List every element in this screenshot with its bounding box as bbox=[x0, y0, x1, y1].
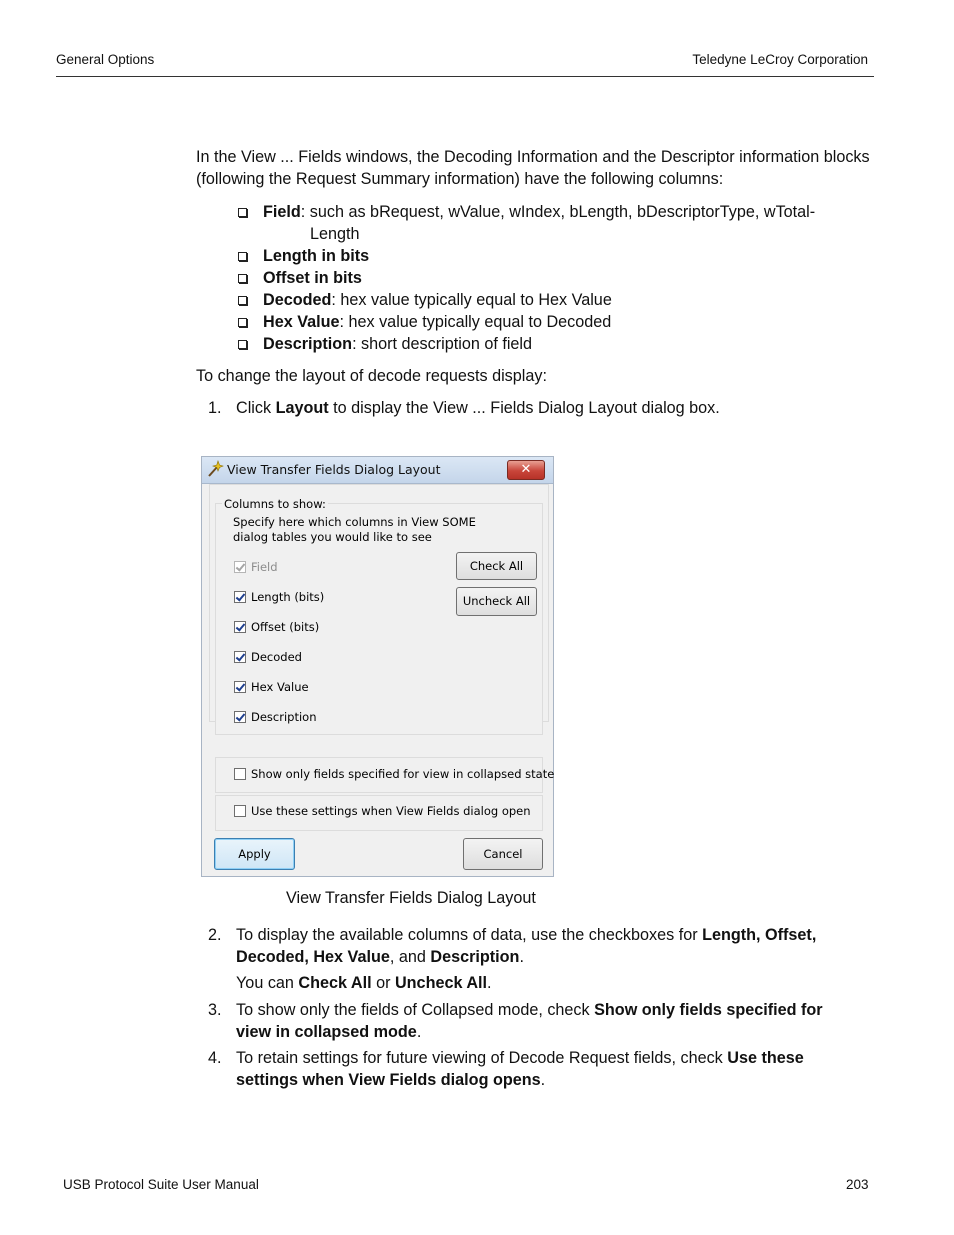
decoded-checkbox[interactable] bbox=[234, 651, 246, 663]
offset-checkbox-label: Offset (bits) bbox=[251, 620, 320, 634]
length-checkbox-label: Length (bits) bbox=[251, 590, 325, 604]
checkbox-bullet-icon bbox=[238, 296, 247, 305]
collapsed-state-label: Show only fields specified for view in collapsed state bbox=[251, 767, 555, 781]
hex-value-checkbox[interactable] bbox=[234, 681, 246, 693]
step-2-note bbox=[208, 972, 858, 994]
field-checkbox[interactable] bbox=[234, 561, 246, 573]
column-term: Hex Value bbox=[263, 313, 340, 331]
page-number: 203 bbox=[846, 1177, 869, 1192]
columns-group-label: Columns to show: bbox=[224, 497, 326, 511]
step-text: . bbox=[519, 948, 524, 966]
checkbox-bullet-icon bbox=[238, 208, 247, 217]
cancel-button[interactable]: Cancel bbox=[463, 838, 543, 870]
step-text: To retain settings for future viewing of Decode Request fields, check bbox=[236, 1049, 728, 1067]
running-header-section: General Options bbox=[56, 52, 155, 67]
field-checkbox-label: Field bbox=[251, 560, 278, 574]
step-emphasis: Check All bbox=[298, 974, 372, 992]
step-number: 2. bbox=[208, 926, 222, 944]
checkbox-bullet-icon bbox=[238, 340, 247, 349]
uncheck-all-button[interactable]: Uncheck All bbox=[456, 587, 537, 616]
list-item bbox=[236, 245, 815, 267]
header-rule bbox=[56, 76, 874, 77]
step-text: To show only the fields of Collapsed mode, check bbox=[236, 1001, 595, 1019]
column-desc: : hex value typically equal to Decoded bbox=[339, 313, 612, 331]
step-emphasis: Length, Offset, Decoded, Hex Value bbox=[236, 926, 817, 966]
step-emphasis: Description bbox=[430, 948, 520, 966]
step-text: You can bbox=[236, 974, 299, 992]
step-1 bbox=[208, 397, 858, 419]
change-layout-intro: To change the layout of decode requests display: bbox=[196, 367, 547, 385]
apply-button[interactable]: Apply bbox=[214, 838, 295, 870]
length-checkbox[interactable] bbox=[234, 591, 246, 603]
list-item bbox=[236, 289, 815, 311]
step-2 bbox=[208, 924, 858, 968]
column-desc-continued: Length bbox=[310, 225, 360, 243]
dialog-titlebar bbox=[202, 457, 553, 484]
use-settings-on-open-checkbox[interactable] bbox=[234, 805, 246, 817]
step-text: To display the available columns of data, use the checkboxes for bbox=[236, 926, 703, 944]
column-term: Field bbox=[263, 203, 301, 221]
layout-dialog bbox=[201, 456, 554, 877]
figure-caption: View Transfer Fields Dialog Layout bbox=[286, 889, 536, 907]
step-emphasis: Layout bbox=[275, 399, 329, 417]
list-item bbox=[236, 267, 815, 289]
step-text: . bbox=[540, 1071, 546, 1089]
checkbox-bullet-icon bbox=[238, 274, 247, 283]
step-number: 4. bbox=[208, 1049, 222, 1067]
description-checkbox-label: Description bbox=[251, 710, 317, 724]
check-all-button[interactable]: Check All bbox=[456, 552, 537, 580]
description-checkbox[interactable] bbox=[234, 711, 246, 723]
step-emphasis: Uncheck All bbox=[394, 974, 488, 992]
columns-description: Specify here which columns in View SOME dialog tables you would like to see bbox=[233, 515, 476, 544]
column-term: Offset in bits bbox=[263, 269, 362, 287]
step-number: 3. bbox=[208, 1001, 222, 1019]
list-item bbox=[236, 201, 815, 245]
step-text: or bbox=[371, 974, 395, 992]
step-emphasis: Use these settings when View Fields dialog opens bbox=[236, 1049, 804, 1089]
step-3 bbox=[208, 999, 858, 1043]
footer-manual-title: USB Protocol Suite User Manual bbox=[63, 1177, 259, 1192]
list-item bbox=[236, 333, 815, 355]
wand-icon bbox=[206, 460, 224, 478]
offset-checkbox[interactable] bbox=[234, 621, 246, 633]
column-term: Length in bits bbox=[263, 247, 370, 265]
columns-list bbox=[236, 201, 815, 355]
list-item bbox=[236, 311, 815, 333]
step-4 bbox=[208, 1047, 858, 1091]
checkbox-bullet-icon bbox=[238, 318, 247, 327]
step-text: . bbox=[487, 974, 492, 992]
column-term: Decoded bbox=[263, 291, 332, 309]
running-header-company: Teledyne LeCroy Corporation bbox=[692, 52, 868, 67]
dialog-title: View Transfer Fields Dialog Layout bbox=[227, 462, 441, 477]
hex-value-checkbox-label: Hex Value bbox=[251, 680, 309, 694]
step-number: 1. bbox=[208, 399, 222, 417]
step-text: Click bbox=[236, 399, 276, 417]
step-emphasis: Show only fields specified for view in collapsed mode bbox=[236, 1001, 823, 1041]
checkbox-bullet-icon bbox=[238, 252, 247, 261]
step-text: , and bbox=[389, 948, 431, 966]
close-button[interactable] bbox=[507, 460, 545, 480]
step-text: to display the View ... Fields Dialog Layout dialog box. bbox=[328, 399, 720, 417]
decoded-checkbox-label: Decoded bbox=[251, 650, 302, 664]
intro-paragraph: In the View ... Fields windows, the Decoding Information and the Descriptor information blocks (following the Request Summary information) have the following columns: bbox=[196, 148, 870, 188]
step-text: . bbox=[416, 1023, 422, 1041]
column-desc: : short description of field bbox=[352, 335, 533, 353]
close-icon: ✕ bbox=[520, 462, 532, 477]
column-term: Description bbox=[263, 335, 353, 353]
column-desc: : such as bRequest, wValue, wIndex, bLength, bDescriptorType, wTotal- bbox=[300, 203, 816, 221]
use-settings-on-open-label: Use these settings when View Fields dialog open bbox=[251, 804, 531, 818]
column-desc: : hex value typically equal to Hex Value bbox=[331, 291, 612, 309]
collapsed-state-checkbox[interactable] bbox=[234, 768, 246, 780]
